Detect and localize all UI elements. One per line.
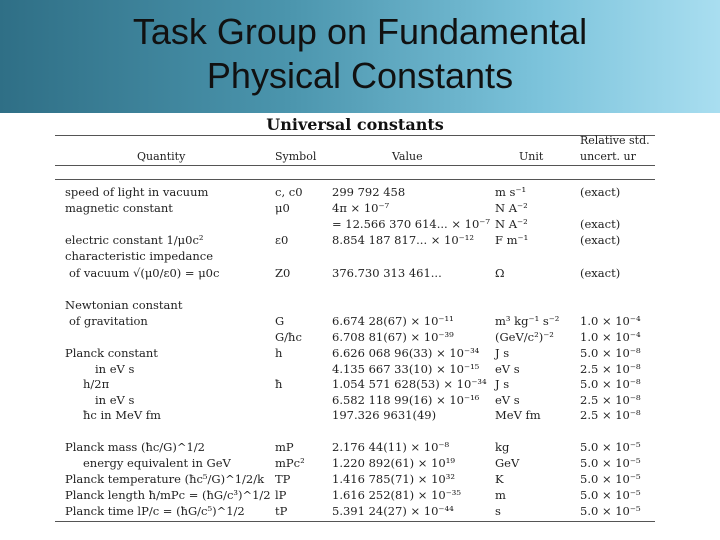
table-title: Universal constants bbox=[266, 115, 444, 134]
cell-uncertainty: 5.0 × 10⁻⁸ bbox=[580, 346, 641, 360]
cell-quantity: in eV s bbox=[95, 362, 135, 376]
cell-uncertainty: 1.0 × 10⁻⁴ bbox=[580, 330, 641, 344]
table-top-rule bbox=[55, 135, 655, 136]
cell-value: = 12.566 370 614... × 10⁻⁷ bbox=[332, 217, 490, 231]
table-row bbox=[55, 266, 655, 281]
table-row bbox=[55, 456, 655, 471]
cell-symbol: c, c0 bbox=[275, 185, 303, 199]
cell-unit: eV s bbox=[495, 362, 520, 376]
cell-quantity: Planck temperature (ħc⁵/G)^1/2/k bbox=[65, 472, 265, 486]
cell-uncertainty: 2.5 × 10⁻⁸ bbox=[580, 393, 641, 407]
cell-value: 6.708 81(67) × 10⁻³⁹ bbox=[332, 330, 454, 344]
cell-value: 1.416 785(71) × 10³² bbox=[332, 472, 455, 486]
cell-uncertainty: (exact) bbox=[580, 233, 621, 247]
cell-value: 299 792 458 bbox=[332, 185, 406, 199]
cell-value: 8.854 187 817... × 10⁻¹² bbox=[332, 233, 474, 247]
cell-symbol: lP bbox=[275, 488, 287, 502]
table-row bbox=[55, 217, 655, 232]
table-row bbox=[55, 233, 655, 248]
cell-unit: J s bbox=[495, 346, 510, 360]
cell-value: 1.616 252(81) × 10⁻³⁵ bbox=[332, 488, 462, 502]
cell-quantity: Planck time lP/c = (ħG/c⁵)^1/2 bbox=[65, 504, 245, 518]
cell-quantity: magnetic constant bbox=[65, 201, 173, 215]
cell-uncertainty: 2.5 × 10⁻⁸ bbox=[580, 408, 641, 422]
cell-uncertainty: (exact) bbox=[580, 217, 621, 231]
cell-uncertainty: 5.0 × 10⁻⁵ bbox=[580, 504, 641, 518]
cell-uncertainty: 5.0 × 10⁻⁵ bbox=[580, 488, 641, 502]
cell-symbol: TP bbox=[275, 472, 291, 486]
cell-unit: N A⁻² bbox=[495, 217, 528, 231]
cell-value: 1.220 892(61) × 10¹⁹ bbox=[332, 456, 455, 470]
header-value: Value bbox=[392, 150, 423, 163]
cell-unit: N A⁻² bbox=[495, 201, 528, 215]
cell-uncertainty: 1.0 × 10⁻⁴ bbox=[580, 314, 641, 328]
cell-uncertainty: 5.0 × 10⁻⁸ bbox=[580, 377, 641, 391]
slide-title-line-2: Physical Constants bbox=[206, 55, 514, 96]
cell-unit: Ω bbox=[495, 266, 505, 280]
cell-quantity: ħc in MeV fm bbox=[83, 408, 161, 422]
cell-unit: kg bbox=[495, 440, 510, 454]
cell-unit: eV s bbox=[495, 393, 520, 407]
table-bottom-rule bbox=[55, 521, 655, 522]
cell-uncertainty: (exact) bbox=[580, 185, 621, 199]
cell-unit: GeV bbox=[495, 456, 520, 470]
cell-symbol: h bbox=[275, 346, 283, 360]
cell-value: 197.326 9631(49) bbox=[332, 408, 437, 422]
cell-uncertainty: 5.0 × 10⁻⁵ bbox=[580, 456, 641, 470]
table-row bbox=[55, 346, 655, 361]
cell-unit: F m⁻¹ bbox=[495, 233, 529, 247]
cell-symbol: mPc² bbox=[275, 456, 305, 470]
table-row bbox=[55, 249, 655, 264]
table-row bbox=[55, 393, 655, 408]
table-row bbox=[55, 201, 655, 216]
cell-unit: K bbox=[495, 472, 504, 486]
cell-value: 6.674 28(67) × 10⁻¹¹ bbox=[332, 314, 454, 328]
cell-value: 2.176 44(11) × 10⁻⁸ bbox=[332, 440, 450, 454]
table-row bbox=[55, 504, 655, 519]
table-row bbox=[55, 362, 655, 377]
cell-symbol: mP bbox=[275, 440, 294, 454]
cell-uncertainty: 5.0 × 10⁻⁵ bbox=[580, 472, 641, 486]
cell-symbol: G bbox=[275, 314, 285, 328]
table-row bbox=[55, 488, 655, 503]
header-rule-2 bbox=[55, 179, 655, 180]
header-relative-line-1: Relative std. bbox=[580, 134, 650, 147]
header-unit: Unit bbox=[519, 150, 544, 163]
cell-value: 4π × 10⁻⁷ bbox=[332, 201, 390, 215]
cell-symbol: Z0 bbox=[275, 266, 291, 280]
cell-quantity: h/2π bbox=[83, 377, 110, 391]
cell-symbol: G/ħc bbox=[275, 330, 302, 344]
cell-quantity: of gravitation bbox=[69, 314, 148, 328]
table-row bbox=[55, 408, 655, 423]
cell-quantity: speed of light in vacuum bbox=[65, 185, 209, 199]
cell-unit: J s bbox=[495, 377, 510, 391]
slide-title bbox=[0, 10, 720, 98]
cell-unit: m bbox=[495, 488, 506, 502]
cell-symbol: ε0 bbox=[275, 233, 289, 247]
cell-value: 1.054 571 628(53) × 10⁻³⁴ bbox=[332, 377, 487, 391]
cell-quantity: Planck length ħ/mPc = (ħG/c³)^1/2 bbox=[65, 488, 271, 502]
header-symbol: Symbol bbox=[275, 150, 317, 163]
table-row bbox=[55, 377, 655, 392]
slide-title-line-1: Task Group on Fundamental bbox=[132, 11, 588, 52]
cell-quantity: in eV s bbox=[95, 393, 135, 407]
cell-unit: (GeV/c²)⁻² bbox=[495, 330, 554, 344]
cell-symbol: ħ bbox=[275, 377, 283, 391]
table-row bbox=[55, 185, 655, 200]
table-row bbox=[55, 314, 655, 329]
cell-uncertainty: (exact) bbox=[580, 266, 621, 280]
table-row bbox=[55, 472, 655, 487]
cell-symbol: tP bbox=[275, 504, 288, 518]
cell-quantity: Planck constant bbox=[65, 346, 158, 360]
cell-unit: m³ kg⁻¹ s⁻² bbox=[495, 314, 560, 328]
cell-value: 376.730 313 461... bbox=[332, 266, 442, 280]
cell-uncertainty: 5.0 × 10⁻⁵ bbox=[580, 440, 641, 454]
cell-unit: MeV fm bbox=[495, 408, 541, 422]
cell-value: 4.135 667 33(10) × 10⁻¹⁵ bbox=[332, 362, 480, 376]
constants-table bbox=[55, 113, 655, 523]
cell-value: 6.626 068 96(33) × 10⁻³⁴ bbox=[332, 346, 480, 360]
cell-uncertainty: 2.5 × 10⁻⁸ bbox=[580, 362, 641, 376]
cell-quantity: energy equivalent in GeV bbox=[83, 456, 231, 470]
cell-value: 5.391 24(27) × 10⁻⁴⁴ bbox=[332, 504, 454, 518]
cell-quantity: Newtonian constant bbox=[65, 298, 183, 312]
cell-quantity: Planck mass (ħc/G)^1/2 bbox=[65, 440, 205, 454]
table-row bbox=[55, 282, 655, 297]
cell-quantity: electric constant 1/μ0c² bbox=[65, 233, 204, 247]
header-rule-1 bbox=[55, 165, 655, 166]
cell-quantity: of vacuum √(μ0/ε0) = μ0c bbox=[69, 266, 220, 280]
header-quantity: Quantity bbox=[137, 150, 186, 163]
table-row bbox=[55, 440, 655, 455]
cell-value: 6.582 118 99(16) × 10⁻¹⁶ bbox=[332, 393, 480, 407]
header-relative-line-2: uncert. ur bbox=[580, 150, 636, 163]
table-row bbox=[55, 424, 655, 439]
cell-symbol: μ0 bbox=[275, 201, 290, 215]
cell-unit: m s⁻¹ bbox=[495, 185, 527, 199]
cell-unit: s bbox=[495, 504, 501, 518]
cell-quantity: characteristic impedance bbox=[65, 249, 214, 263]
table-row bbox=[55, 298, 655, 313]
table-row bbox=[55, 330, 655, 345]
